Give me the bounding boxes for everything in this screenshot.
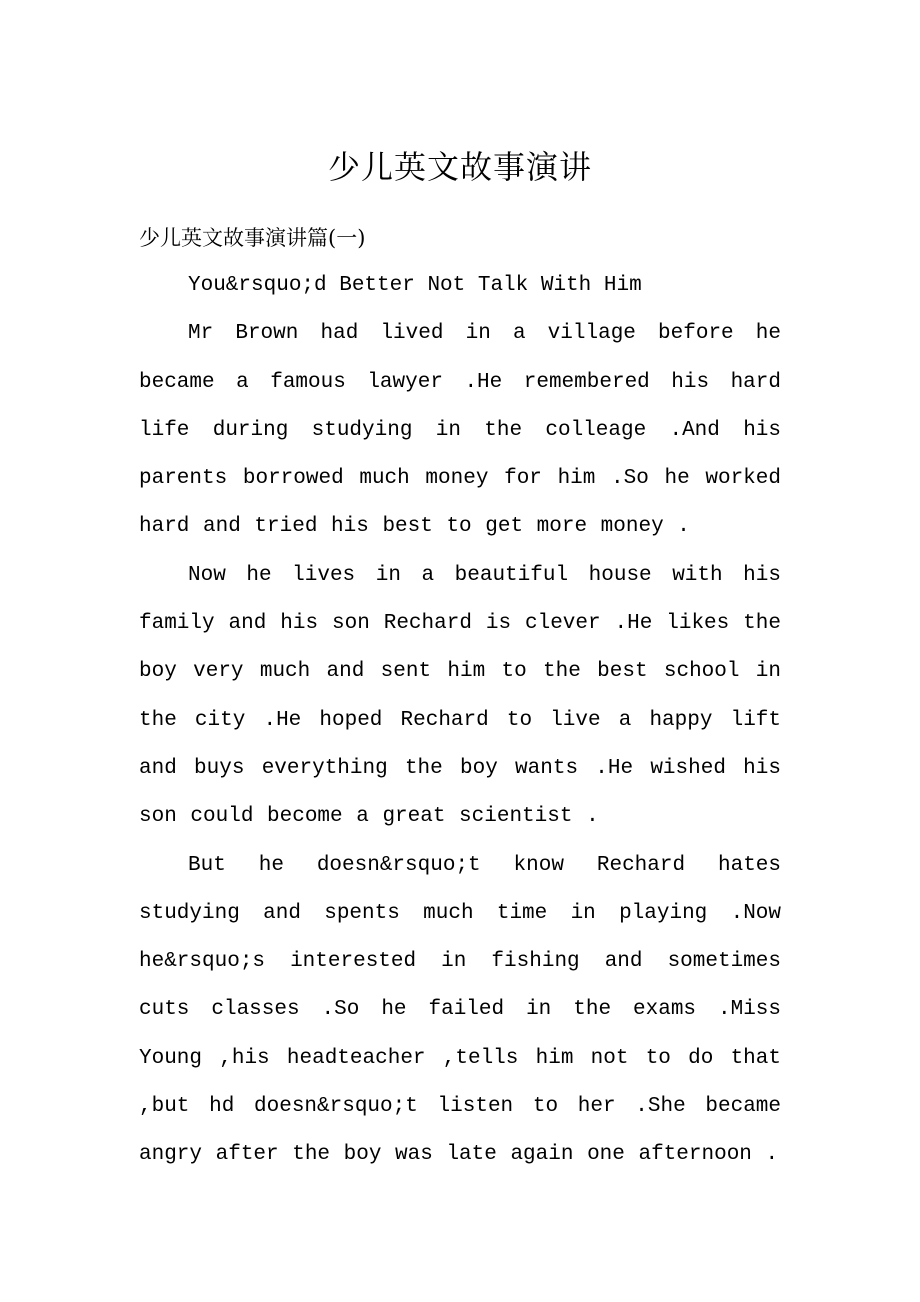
paragraph: Mr Brown had lived in a village before he became a famous lawyer .He remembered his hard life during studying in the colleage .And his parents borrowed much money for him .So he worked hard and tried his best to get more money .	[139, 322, 781, 539]
paragraph: But he doesn&rsquo;t know Rechard hates studying and spents much time in playing .Now he&rsquo;s interested in fishing and sometimes cuts classes .So he failed in the exams .Miss Young ,his headteacher ,tells him not to do that ,but hd doesn&rsquo;t listen to her .She became angry after the boy was late again one afternoon .	[139, 853, 781, 1167]
story-title: You&rsquo;d Better Not Talk With Him	[188, 274, 642, 297]
section-heading: 少儿英文故事演讲篇(一)	[139, 226, 366, 250]
document-page	[139, 138, 781, 1180]
document-title: 少儿英文故事演讲	[327, 148, 592, 186]
paragraph: Now he lives in a beautiful house with his family and his son Rechard is clever .He likes the boy very much and sent him to the best school in the city .He hoped Rechard to live a happy lift and buys everything the boy wants .He wished his son could become a great scientist .	[139, 563, 781, 829]
